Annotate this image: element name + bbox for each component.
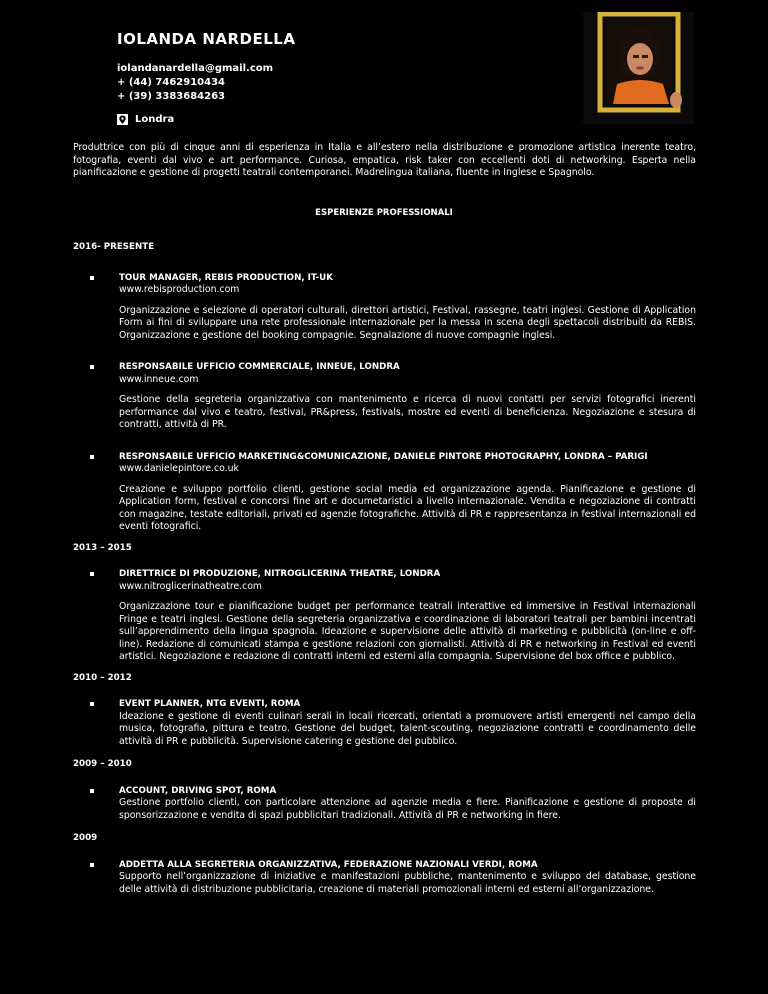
job-description: Organizzazione e selezione di operatori culturali, direttori artistici, Festival, rassegne, teatri inglesi. Gestione di Application Form ai fini di sviluppare una rete professionale internazionale per la messa in scena degli spettacoli distribuiti da REBIS. Organizzazione e gestione del booking compagnie. Segnalazione di nuove compagnie inglesi. — [119, 304, 696, 341]
bullet-icon — [90, 702, 94, 706]
period-group — [73, 542, 696, 664]
location-pin-icon — [117, 114, 128, 125]
job-entry — [73, 698, 696, 748]
period-label: 2010 – 2012 — [73, 672, 132, 683]
job-description: Creazione e sviluppo portfolio clienti, gestione social media ed organizzazione agenda. Pianificazione e gestione di Application form, festival e concorsi fine art e documetaristici a livello internazionale. Vendita e negoziazione di contratti con magazine, testate editoriali, privati ed agenzie fotografiche. Attività di PR e rappresentanza in festival internazionali ed eventi fotografici. — [119, 483, 696, 532]
bullet-icon — [90, 572, 94, 576]
period-group — [73, 832, 696, 896]
job-title: ADDETTA ALLA SEGRETERIA ORGANIZZATIVA, FEDERAZIONE NAZIONALI VERDI, ROMA — [119, 859, 538, 870]
job-website[interactable]: www.inneue.com — [119, 373, 199, 385]
job-description: Supporto nell’organizzazione di iniziative e manifestazioni pubbliche, mantenimento e sviluppo del database, gestione delle attività di distribuzione pubblicitaria, creazione di materiali promozionali interni ed esterni all’organizzazione. — [119, 871, 696, 895]
job-entry — [73, 361, 696, 432]
portrait-image — [583, 12, 693, 124]
job-description: Ideazione e gestione di eventi culinari serali in locali ricercati, orientati a promuovere artisti emergenti nel campo della musica, fotografia, pittura e teatro. Gestione del budget, talent-scouting, negoziazione contratti e coordinamento delle attività di PR e pubblicità. Supervisione catering e gestione del pubblico. — [119, 710, 696, 747]
bullet-icon — [90, 863, 94, 867]
location-row — [117, 114, 295, 125]
job-description: Organizzazione tour e pianificazione budget per performance teatrali interattive ed immersive in Festival internazionali Fringe e teatri inglesi. Gestione della segreteria organizzativa e coordinazione di laboratori teatrali per bambini incentrati sull’apprendimento della lingua spagnola. Ideazione e supervisione delle attività di marketing e pubblicità (on-line e off-line). Redazione di comunicati stampa e gestione relazioni con giornalisti. Attività di PR e networking in Festival ed eventi artistici. Negoziazione e redazione di contratti interni ed esterni alla compagnia. Supervisione del box office e pubblico. — [119, 601, 696, 662]
location-text: Londra — [135, 114, 175, 125]
bullet-icon — [90, 789, 94, 793]
period-label: 2016- PRESENTE — [73, 242, 155, 252]
period-label: 2013 – 2015 — [73, 542, 132, 553]
phone-it: + (39) 3383684263 — [117, 91, 225, 102]
job-entry — [73, 785, 696, 823]
job-website[interactable]: www.nitroglicerinatheatre.com — [119, 580, 262, 592]
job-title: RESPONSABILE UFFICIO COMMERCIALE, INNEUE, LONDRA — [119, 362, 400, 372]
job-title: EVENT PLANNER, NTG EVENTI, ROMA — [119, 699, 301, 709]
job-title: ACCOUNT, DRIVING SPOT, ROMA — [119, 785, 277, 796]
section-title-experience: ESPERIENZE PROFESSIONALI — [315, 208, 453, 218]
job-entry — [73, 568, 696, 664]
candidate-name: IOLANDA NARDELLA — [117, 30, 296, 48]
bullet-icon — [90, 455, 94, 459]
job-title: RESPONSABILE UFFICIO MARKETING&COMUNICAZIONE, DANIELE PINTORE PHOTOGRAPHY, LONDRA – PARIGI — [119, 451, 648, 462]
period-label: 2009 – 2010 — [73, 759, 132, 769]
phone-uk: + (44) 7462910434 — [117, 77, 225, 88]
job-description: Gestione della segreteria organizzativa con mantenimento e ricerca di nuovi contatti per servizi fotografici inerenti performance dal vivo e teatro, festival, PR&press, festivals, mostre ed eventi di beneficienza. Negoziazione e stesura di contratti, attività di PR. — [119, 394, 696, 430]
period-group — [73, 758, 696, 822]
period-group — [73, 672, 696, 749]
job-description: Gestione portfolio clienti, con particolare attenzione ad agenzie media e fiere. Pianificazione e gestione di proposte di sponsorizzazione e vendita di spazi pubblicitari tradizionali. Attività di PR e networking in fiere. — [119, 797, 696, 821]
profile-photo — [583, 12, 693, 124]
job-website[interactable]: www.danielepintore.co.uk — [119, 463, 239, 474]
bullet-icon — [90, 276, 94, 280]
cv-header — [117, 30, 295, 125]
period-label: 2009 — [73, 833, 98, 843]
contact-block — [117, 62, 295, 104]
job-title: DIRETTRICE DI PRODUZIONE, NITROGLICERINA THEATRE, LONDRA — [119, 569, 441, 579]
job-website[interactable]: www.rebisproduction.com — [119, 284, 240, 295]
job-entry — [73, 859, 696, 897]
profile-summary: Produttrice con più di cinque anni di esperienza in Italia e all’estero nella distribuzione e promozione artistica inerente teatro, fotografia, eventi dal vivo e art performance. Curiosa, empatica, risk taker con eccellenti doti di networking. Esperta nella pianificazione e gestione di progetti teatrali contemporanei. Madrelingua italiana, fluente in Inglese e Spagnolo. — [73, 142, 696, 178]
email-address[interactable]: iolandanardella@gmail.com — [117, 63, 274, 74]
job-entry — [73, 451, 696, 534]
bullet-icon — [90, 365, 94, 369]
experience-list — [73, 241, 696, 896]
period-group — [73, 241, 696, 534]
job-title: TOUR MANAGER, REBIS PRODUCTION, IT-UK — [119, 272, 333, 283]
job-entry — [73, 272, 696, 343]
